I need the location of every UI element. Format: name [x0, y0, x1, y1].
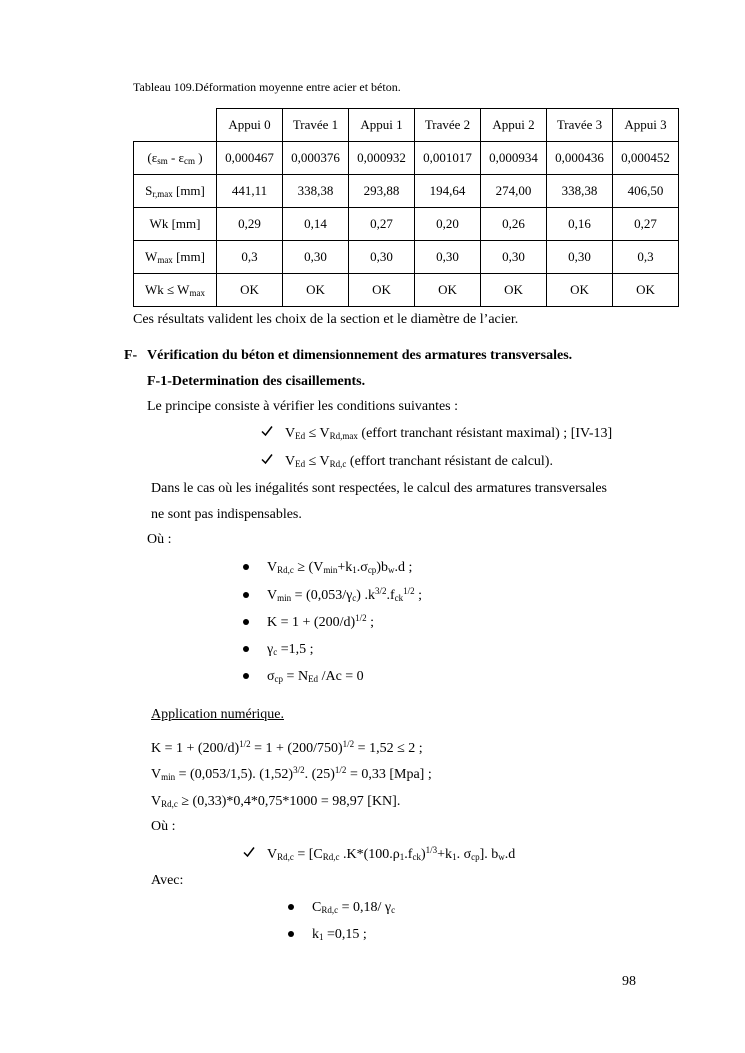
- table-cell: 0,14: [283, 208, 349, 241]
- table-cell: 0,26: [481, 208, 547, 241]
- row-header: ($\varepsilon_{sm} - \varepsilon_{cm}$ ): [134, 142, 217, 175]
- table-cell: OK: [613, 274, 679, 307]
- condition-line: $V_{Ed} \le V_{Rd,c}$ (effort tranchant résistant de calcul).: [261, 453, 553, 470]
- bullet-icon: [243, 619, 249, 625]
- table-cell: 293,88: [349, 175, 415, 208]
- check-mark-icon: [261, 425, 275, 442]
- formula-bullet: $V_{min} = (0,053/\gamma_c)$ $.k^{3/2}.f_{ck}^{1/2}$ ;: [243, 588, 422, 604]
- check-mark-icon: [243, 846, 257, 863]
- table-cell: 0,30: [415, 241, 481, 274]
- formula-bullet: $C_{Rd,c} = 0,18/$ $\gamma_c$: [288, 900, 395, 916]
- table-cell: 0,27: [349, 208, 415, 241]
- where-label: Où :: [151, 819, 176, 834]
- row-header: $S_{r,max}$ [mm]: [134, 175, 217, 208]
- table-cell: OK: [481, 274, 547, 307]
- application-title: Application numérique.: [151, 707, 284, 722]
- table-cell: 0,3: [217, 241, 283, 274]
- column-header: Travée 2: [415, 109, 481, 142]
- table-cell: OK: [217, 274, 283, 307]
- with-label: Avec:: [151, 873, 184, 888]
- table-cell: 0,3: [613, 241, 679, 274]
- table-cell: 0,30: [547, 241, 613, 274]
- table-cell: OK: [283, 274, 349, 307]
- row-header: Wk [mm]: [134, 208, 217, 241]
- condition-line: $V_{Ed} \le V_{Rd,max}$ (effort tranchant résistant maximal) ; [IV-13]: [261, 425, 612, 442]
- table-row: [134, 274, 679, 307]
- table-cell: 194,64: [415, 175, 481, 208]
- table-cell: 0,27: [613, 208, 679, 241]
- paragraph-line: ne sont pas indispensables.: [151, 507, 302, 522]
- deformation-table: [133, 108, 679, 307]
- table-cell: OK: [547, 274, 613, 307]
- table-row: [134, 142, 679, 175]
- application-line: $V_{Rd,c} \ge (0,33)*0,4*0,75*1000 = 98,97$ [KN].: [151, 794, 401, 809]
- table-cell: 274,00: [481, 175, 547, 208]
- table-cell: 0,000934: [481, 142, 547, 175]
- column-header: Travée 1: [283, 109, 349, 142]
- bullet-icon: [243, 592, 249, 598]
- table-cell: 0,000452: [613, 142, 679, 175]
- bullet-icon: [243, 564, 249, 570]
- table-header-row: [134, 109, 679, 142]
- table-cell: 0,29: [217, 208, 283, 241]
- principle-text: Le principe consiste à vérifier les conditions suivantes :: [147, 399, 459, 414]
- row-header: $Wk \le W_{max}$: [134, 274, 217, 307]
- table-cell: 0,30: [283, 241, 349, 274]
- check-mark-icon: [261, 453, 275, 470]
- column-header: Appui 3: [613, 109, 679, 142]
- table-cell: 0,000467: [217, 142, 283, 175]
- table-cell: 0,20: [415, 208, 481, 241]
- page-number: 98: [622, 974, 636, 989]
- table-row: [134, 241, 679, 274]
- table-row: [134, 175, 679, 208]
- bullet-icon: [243, 646, 249, 652]
- table-cell: 0,000436: [547, 142, 613, 175]
- row-header: $W_{max}$ [mm]: [134, 241, 217, 274]
- bullet-icon: [288, 904, 294, 910]
- section-marker: F-: [124, 348, 138, 363]
- formula-bullet: $\sigma_{cp} = N_{Ed}$ /Ac = 0: [243, 669, 364, 685]
- table-corner-cell: [134, 109, 217, 142]
- table-row: [134, 208, 679, 241]
- table-cell: 0,30: [349, 241, 415, 274]
- table-cell: 338,38: [283, 175, 349, 208]
- table-cell: OK: [349, 274, 415, 307]
- column-header: Travée 3: [547, 109, 613, 142]
- conclusion-text: Ces résultats valident les choix de la section et le diamètre de l’acier.: [133, 312, 519, 327]
- application-line: $V_{min} = (0,053/1,5)$. $(1,52)^{3/2}$. $(25)^{1/2} = 0,33$ [Mpa] ;: [151, 765, 432, 782]
- formula-bullet: $\gamma_c =1,5$ ;: [243, 642, 313, 658]
- bullet-icon: [288, 931, 294, 937]
- table-cell: 0,16: [547, 208, 613, 241]
- table-cell: 0,001017: [415, 142, 481, 175]
- formula-bullet: $V_{Rd,c} \ge (V_{min}+k_1.\sigma_{cp})b_w.d$ ;: [243, 560, 412, 576]
- where-label: Où :: [147, 532, 172, 547]
- table-cell: 338,38: [547, 175, 613, 208]
- table-cell: 0,30: [481, 241, 547, 274]
- table-cell: 0,000376: [283, 142, 349, 175]
- column-header: Appui 2: [481, 109, 547, 142]
- table-cell: 0,000932: [349, 142, 415, 175]
- table-cell: OK: [415, 274, 481, 307]
- paragraph-line: Dans le cas où les inégalités sont respectées, le calcul des armatures transversales: [151, 481, 607, 496]
- table-cell: 406,50: [613, 175, 679, 208]
- bullet-icon: [243, 673, 249, 679]
- formula-bullet: $k_1 =0,15$ ;: [288, 927, 367, 943]
- column-header: Appui 0: [217, 109, 283, 142]
- section-title: Vérification du béton et dimensionnement des armatures transversales.: [147, 348, 573, 363]
- table-cell: 441,11: [217, 175, 283, 208]
- table-caption: Tableau 109.Déformation moyenne entre acier et béton.: [133, 80, 401, 94]
- subsection-title: F-1-Determination des cisaillements.: [147, 374, 366, 389]
- formula-check: $V_{Rd,c} = [C_{Rd,c}$ $.K*(100.\rho_1.f_{ck})^{1/3}+k_1$. $\sigma_{cp}$]. $b_w.d$: [243, 846, 515, 863]
- column-header: Appui 1: [349, 109, 415, 142]
- application-line: $K = 1 + (200/d)^{1/2} = 1 + (200/750)^{1/2} = 1,52 \le 2$ ;: [151, 739, 423, 756]
- formula-bullet: $K = 1 + (200/d)^{1/2}$ ;: [243, 615, 374, 631]
